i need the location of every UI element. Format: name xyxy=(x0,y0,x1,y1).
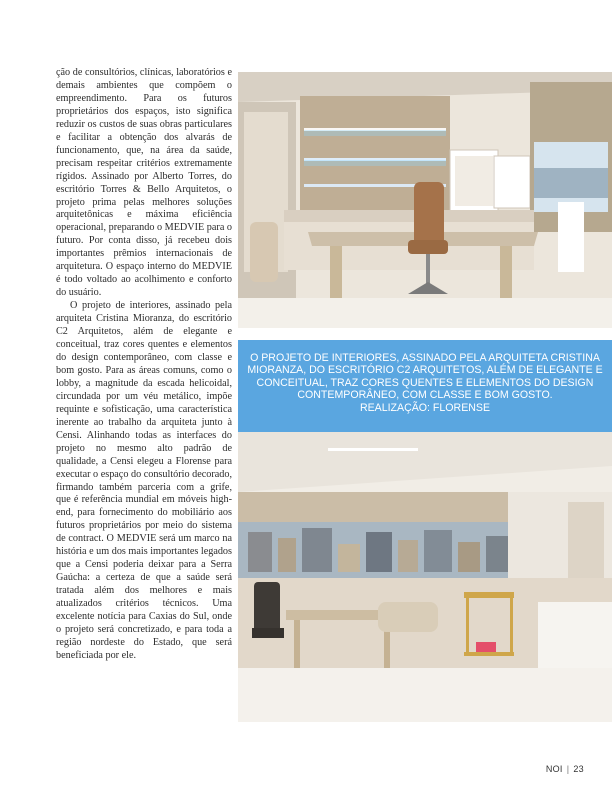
footer-separator: | xyxy=(566,764,570,774)
page-number: 23 xyxy=(573,764,584,774)
caption-text: O PROJETO DE INTERIORES, ASSINADO PELA ARQUITETA CRISTINA MIORANZA, DO ESCRITÓRIO C2 ARQUITETOS, ALÉM DE ELEGANTE E CONCEITUAL, TRAZ CORES QUENTES E ELEMENTOS DO DESIGN CONTEMPORÂNEO, COM CLASSE E BOM GOSTO. xyxy=(247,352,603,402)
office-photo-bottom xyxy=(238,432,612,722)
caption-credit: REALIZAÇÃO: FLORENSE xyxy=(359,401,491,414)
article-paragraph: O projeto de interiores, assinado pela arquiteta Cristina Mioranza, do escritório C2 Arquitetos, além de elegante e conceitual, traz cores quentes e elementos do design contemporâneo, com classe e bom gosto. Para as áreas comuns, como o lobby, a magnitude da escada helicoidal, circundada por um véu metálico, impõe requinte e sofisticação, uma característica inerente ao trabalho da arquiteta junto à Censi. Alinhando todas as interfaces do projeto no mesmo alto padrão de qualidade, a Censi elegeu a Florense para executar o espaço do consultório decorado, firmando também parceria com a grife, que é referência mundial em móveis high-end, para fornecimento do mobiliário aos futuros proprietários por meio do sistema de contract. O MEDVIE será um marco na história e um dos mais importantes legados que a Censi poderia deixar para a Serra Gaúcha: a certeza de que a saúde será tratada além dos melhores e mais atualizados critérios técnicos. Uma excelente notícia para Caxias do Sul, onde o projeto será concretizado, e para toda a região nordeste do Estado, que será beneficiada por ele. xyxy=(56,300,232,661)
article-column xyxy=(56,67,232,663)
photo-caption xyxy=(238,340,612,432)
page-footer xyxy=(546,764,584,774)
office-photo-top xyxy=(238,72,612,328)
article-paragraph: ção de consultórios, clínicas, laboratórios e demais ambientes que compõem o empreendimento. Para os futuros proprietários dos espaços, isto significa reduzir os custos de suas obras particulares e facilitar a obtenção dos alvarás de funcionamento, que, na área da saúde, precisam respeitar critérios extremamente rígidos. Assinado por Alberto Torres, do escritório Torres & Bello Arquitetos, o projeto prima pelas melhores soluções arquitetônicas e máxima eficiência operacional, preparando o MEDVIE para o futuro. Por conta disso, já recebeu dois importantes prêmios internacionais de arquitetura. O espaço interno do MEDVIE é todo voltado ao acolhimento e conforto do usuário. xyxy=(56,67,232,299)
magazine-name: NOI xyxy=(545,764,563,774)
